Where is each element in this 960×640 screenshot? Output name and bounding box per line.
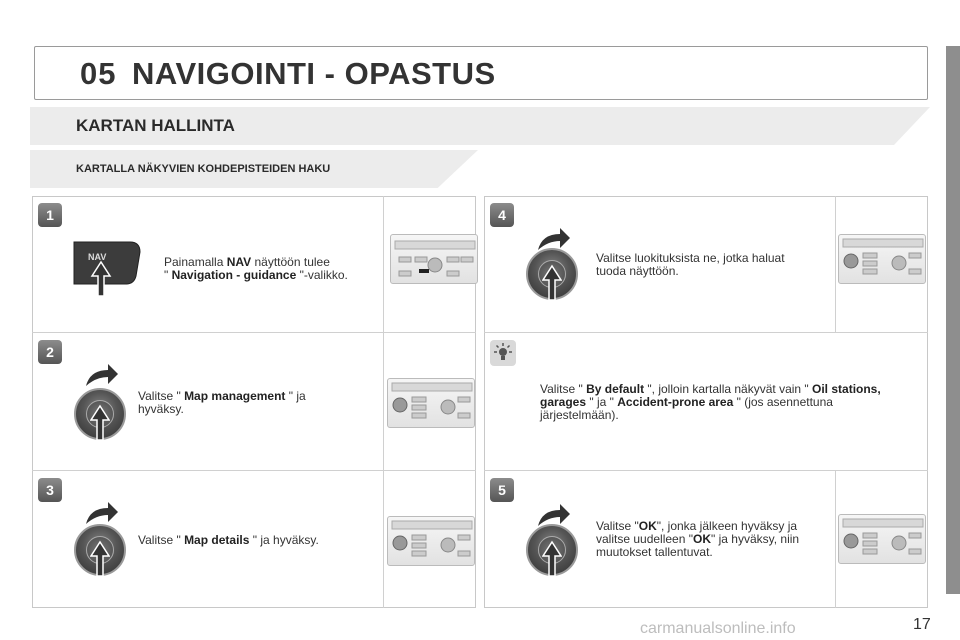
radio-panel-illustration bbox=[838, 514, 926, 564]
step-2-badge: 2 bbox=[38, 340, 62, 364]
step-1-text: Painamalla NAV näyttöön tulee " Navigation - guidance "-valikko. bbox=[164, 255, 348, 282]
chapter-side-tab bbox=[946, 46, 960, 594]
watermark: carmanualsonline.info bbox=[640, 620, 796, 637]
step-1-badge: 1 bbox=[38, 203, 62, 227]
step-3-badge: 3 bbox=[38, 478, 62, 502]
chapter-number: 05 bbox=[80, 56, 117, 91]
radio-panel-illustration bbox=[387, 516, 475, 566]
step-5-text: Valitse "OK", jonka jälkeen hyväksy ja valitse uudelleen "OK" ja hyväksy, niin muutokset tallentuvat. bbox=[596, 519, 800, 559]
page-number: 17 bbox=[913, 616, 931, 633]
rotate-arrow-icon bbox=[84, 362, 120, 388]
tip-lightbulb-icon bbox=[490, 340, 516, 366]
chapter-title: NAVIGOINTI - OPASTUS bbox=[132, 56, 496, 91]
press-arrow-icon bbox=[90, 404, 110, 440]
press-arrow-icon bbox=[90, 540, 110, 576]
radio-panel-illustration bbox=[838, 234, 926, 284]
step-4-badge: 4 bbox=[490, 203, 514, 227]
step-4-text: Valitse luokituksista ne, jotka haluat tuoda näyttöön. bbox=[596, 251, 785, 278]
step-3-text: Valitse " Map details " ja hyväksy. bbox=[138, 533, 319, 547]
rotate-arrow-icon bbox=[84, 500, 120, 526]
radio-panel-illustration bbox=[390, 234, 478, 284]
tip-text: Valitse " By default ", jolloin kartalla näkyvät vain " Oil stations, garages " ja " Accident-prone area " (jos asennettuna järjestelmään). bbox=[540, 382, 881, 422]
section-title: KARTAN HALLINTA bbox=[76, 116, 235, 135]
press-arrow-icon bbox=[542, 540, 562, 576]
nav-button-icon bbox=[70, 236, 146, 298]
radio-panel-illustration bbox=[387, 378, 475, 428]
step-2-text: Valitse " Map management " ja hyväksy. bbox=[138, 389, 306, 416]
subsection-title: KARTALLA NÄKYVIEN KOHDEPISTEIDEN HAKU bbox=[76, 163, 331, 175]
press-arrow-icon bbox=[542, 264, 562, 300]
nav-button-label: NAV bbox=[88, 252, 107, 262]
step-5-badge: 5 bbox=[490, 478, 514, 502]
